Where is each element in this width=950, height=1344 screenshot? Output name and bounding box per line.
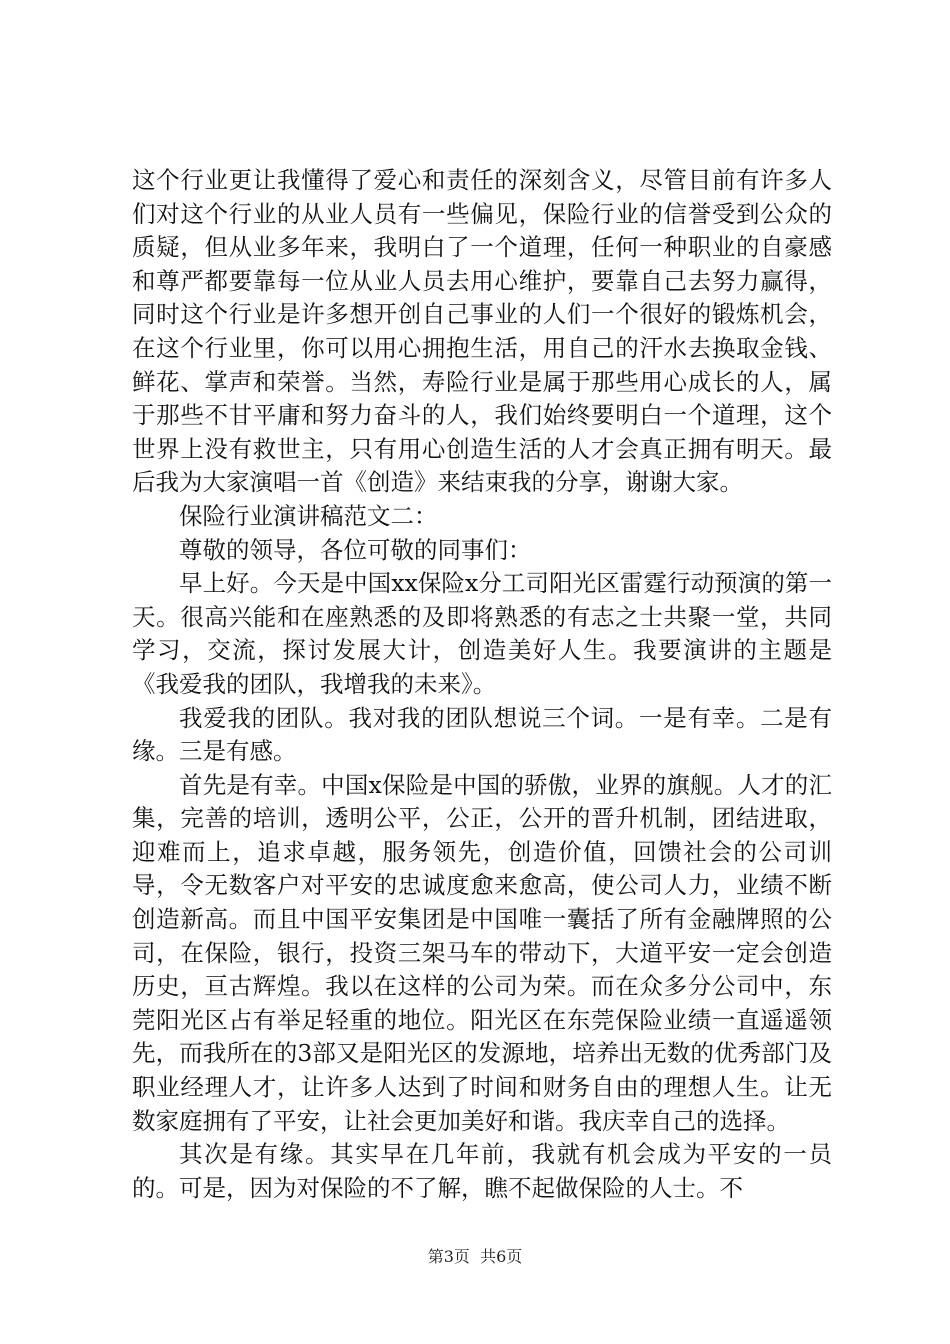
paragraph-greeting: 早上好。今天是中国xx保险x分工司阳光区雷霆行动预演的第一天。很高兴能和在座熟悉的及即将熟悉的有志之士共聚一堂，共同学习，交流，探讨发展大计，创造美好人生。我要演讲的主题是《我爱我的团队，我增我的未来》。 — [132, 569, 832, 698]
paragraph-team: 我爱我的团队。我对我的团队想说三个词。一是有幸。二是有缘。三是有感。 — [132, 703, 832, 766]
document-body — [132, 164, 832, 1205]
page-number-footer: 第3页 共6页 — [427, 1247, 523, 1266]
paragraph-fortunate: 首先是有幸。中国x保险是中国的骄傲，业界的旗舰。人才的汇集，完善的培训，透明公平，公正，公开的晋升机制，团结进取，迎难而上，追求卓越，服务领先，创造价值，回馈社会的公司训导，令无数客户对平安的忠诚度愈来愈高，使公司人力，业绩不断创造新高。而且中国平安集团是中国唯一囊括了所有金融牌照的公司，在保险，银行，投资三架马车的带动下，大道平安一定会创造历史，亘古辉煌。我以在这样的公司为荣。而在众多分公司中，东莞阳光区占有举足轻重的地位。阳光区在东莞保险业绩一直遥遥领先，而我所在的3部又是阳光区的发源地，培养出无数的优秀部门及职业经理人才，让许多人达到了时间和财务自由的理想人生。让无数家庭拥有了平安，让社会更加美好和谐。我庆幸自己的选择。 — [132, 770, 832, 1135]
section-heading: 保险行业演讲稿范文二： — [179, 501, 438, 530]
paragraph-continuation: 这个行业更让我懂得了爱心和责任的深刻含义，尽管目前有许多人们对这个行业的从业人员有一些偏见，保险行业的信誉受到公众的质疑，但从业多年来，我明白了一个道理，任何一种职业的自豪感和尊严都要靠每一位从业人员去用心维护，要靠自己去努力赢得，同时这个行业是许多想开创自己事业的人们一个很好的锻炼机会，在这个行业里，你可以用心拥抱生活，用自己的汗水去换取金钱、鲜花、掌声和荣誉。当然，寿险行业是属于那些用心成长的人，属于那些不甘平庸和努力奋斗的人，我们始终要明白一个道理，这个世界上没有救世主，只有用心创造生活的人才会真正拥有明天。最后我为大家演唱一首《创造》来结束我的分享，谢谢大家。 — [132, 166, 832, 497]
paragraph-fate: 其次是有缘。其实早在几年前，我就有机会成为平安的一员的。可是，因为对保险的不了解，瞧不起做保险的人士。不 — [132, 1140, 832, 1202]
salutation: 尊敬的领导，各位可敬的同事们： — [179, 535, 532, 564]
